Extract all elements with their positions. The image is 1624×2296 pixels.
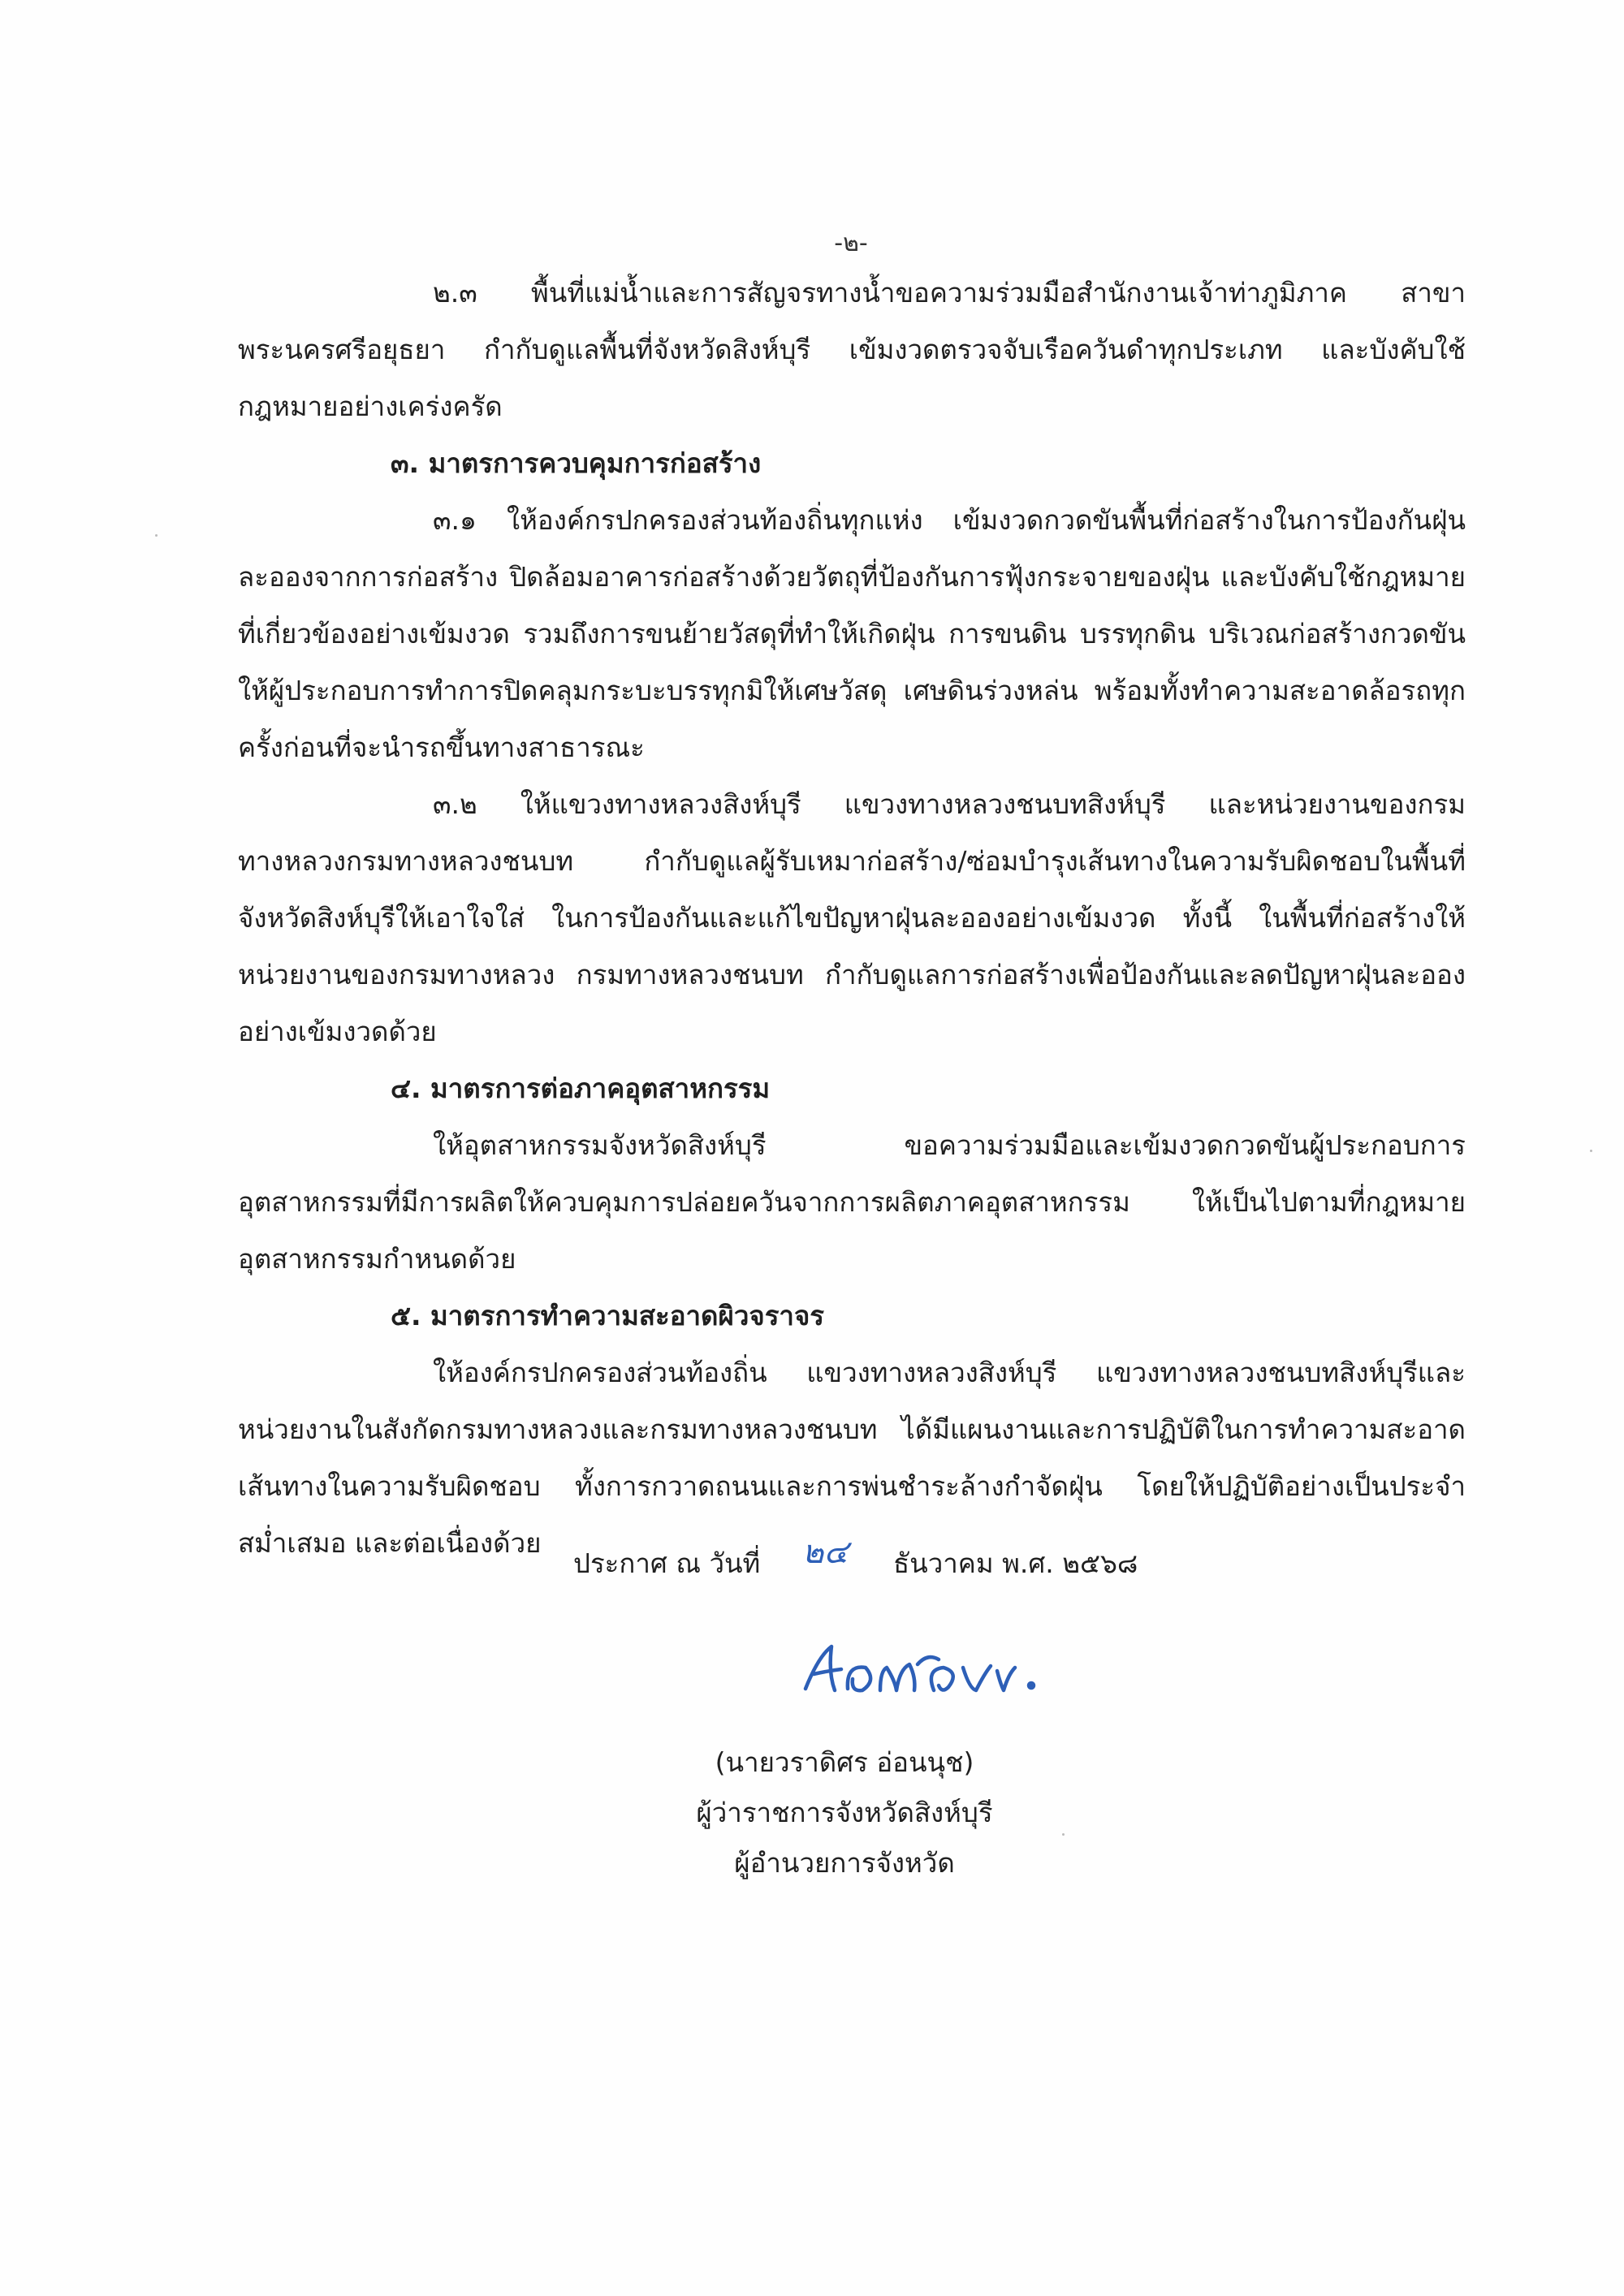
page-number: -๒-: [834, 229, 868, 257]
document-body: [238, 265, 1466, 1572]
signer-block: [650, 1737, 1039, 1888]
scan-speck: [155, 534, 158, 537]
paragraph-3-1: ๓.๑ ให้องค์กรปกครองส่วนท้องถิ่นทุกแห่ง เข้มงวดกวดขันพื้นที่ก่อสร้างในการป้องกันฝุ่นละอองจากการก่อสร้าง ปิดล้อมอาคารก่อสร้างด้วยวัตถุที่ป้องกันการฟุ้งกระจายของฝุ่น และบังคับใช้กฎหมายที่เกี่ยวข้องอย่างเข้มงวด รวมถึงการขนย้ายวัสดุที่ทำให้เกิดฝุ่น การขนดิน บรรทุกดิน บริเวณก่อสร้างกวดขันให้ผู้ประกอบการทำการปิดคลุมกระบะบรรทุกมิให้เศษวัสดุ เศษดินร่วงหล่น พร้อมทั้งทำความสะอาดล้อรถทุกครั้งก่อนที่จะนำรถขึ้นทางสาธารณะ: [238, 504, 1466, 763]
paragraph-3-2: ๓.๒ ให้แขวงทางหลวงสิงห์บุรี แขวงทางหลวงชนบทสิงห์บุรี และหน่วยงานของกรมทางหลวงกรมทางหลวงชนบท กำกับดูแลผู้รับเหมาก่อสร้าง/ซ่อมบำรุงเส้นทางในความรับผิดชอบในพื้นที่จังหวัดสิงห์บุรีให้เอาใจใส่ ในการป้องกันและแก้ไขปัญหาฝุ่นละอองอย่างเข้มงวด ทั้งนี้ ในพื้นที่ก่อสร้างให้หน่วยงานของกรมทางหลวง กรมทางหลวงชนบท กำกับดูแลการก่อสร้างเพื่อป้องกันและลดปัญหาฝุ่นละอองอย่างเข้มงวดด้วย: [238, 788, 1466, 1047]
handwritten-signature: [796, 1632, 1064, 1705]
heading-section-5: ๕. มาตรการทำความสะอาดผิวจราจร: [391, 1300, 825, 1331]
scan-speck: [1062, 1833, 1065, 1836]
paragraph-2-3: ๒.๓ พื้นที่แม่น้ำและการสัญจรทางน้ำขอความร่วมมือสำนักงานเจ้าท่าภูมิภาค สาขาพระนครศรีอยุธยา กำกับดูแลพื้นที่จังหวัดสิงห์บุรี เข้มงวดตรวจจับเรือควันดำทุกประเภท และบังคับใช้กฎหมายอย่างเคร่งครัด: [238, 277, 1466, 422]
signer-position: ผู้ว่าราชการจังหวัดสิงห์บุรี: [696, 1797, 993, 1828]
announcement-month-year: ธันวาคม พ.ศ. ๒๕๖๘: [893, 1547, 1138, 1579]
heading-section-4: ๔. มาตรการต่อภาคอุตสาหกรรม: [391, 1072, 771, 1104]
paragraph-5: ให้องค์กรปกครองส่วนท้องถิ่น แขวงทางหลวงสิงห์บุรี แขวงทางหลวงชนบทสิงห์บุรีและหน่วยงานในสังกัดกรมทางหลวงและกรมทางหลวงชนบท ได้มีแผนงานและการปฏิบัติในการทำความสะอาดเส้นทางในความรับผิดชอบ ทั้งการกวาดถนนและการพ่นชำระล้างกำจัดฝุ่น โดยให้ปฏิบัติอย่างเป็นประจำสม่ำเสมอ และต่อเนื่องด้วย: [238, 1357, 1466, 1559]
scan-speck: [1590, 1150, 1592, 1152]
heading-section-3: ๓. มาตรการควบคุมการก่อสร้าง: [391, 447, 762, 479]
announcement-label: ประกาศ ณ วันที่: [573, 1547, 761, 1579]
announcement-day: ๒๔: [802, 1534, 849, 1571]
paragraph-4: ให้อุตสาหกรรมจังหวัดสิงห์บุรี ขอความร่วมมือและเข้มงวดกวดขันผู้ประกอบการอุตสาหกรรมที่มีการผลิตให้ควบคุมการปล่อยควันจากการผลิตภาคอุตสาหกรรม ให้เป็นไปตามที่กฎหมายอุตสาหกรรมกำหนดด้วย: [238, 1129, 1466, 1275]
signer-name: (นายวราดิศร อ่อนนุช): [715, 1746, 974, 1778]
signer-role: ผู้อำนวยการจังหวัด: [734, 1847, 955, 1879]
